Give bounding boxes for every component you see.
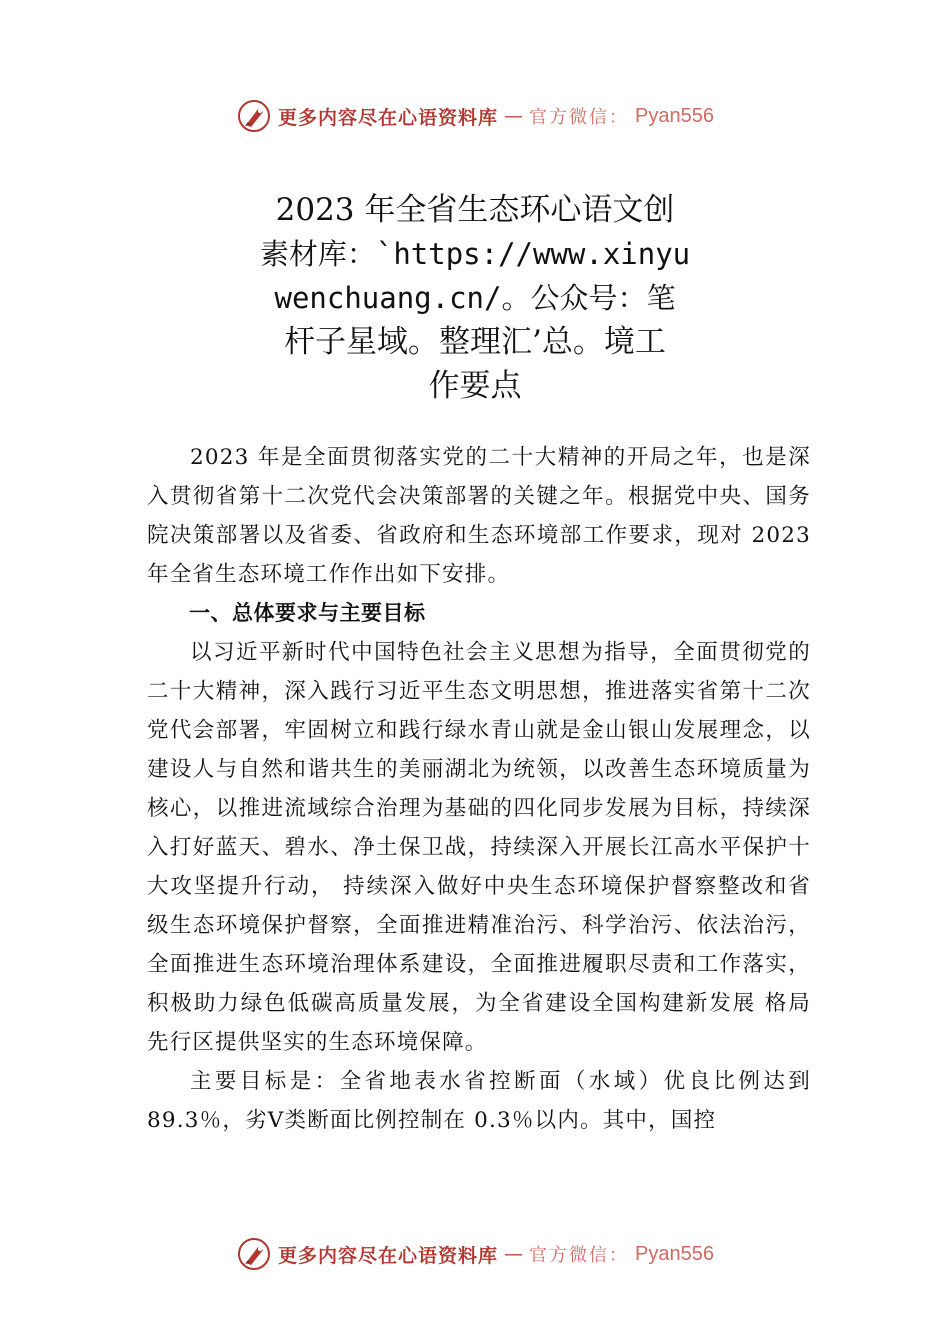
section-paragraph: 以习近平新时代中国特色社会主义思想为指导，全面贯彻党的二十大精神，深入践行习近平生态文明思想，推进落实省第十二次党代会部署，牢固树立和践行绿水青山就是金山银山发展理念，以建设人与自然和谐共生的美丽湖北为统领，以改善生态环境质量为核心，以推进流域综合治理为基础的四化同步发展为目标，持续深入打好蓝天、碧水、净土保卫战，持续深入开展长江高水平保护十大攻坚提升行动， 持续深入做好中央生态环境保护督察整改和省级生态环境保护督察，全面推进精准治污、科学治污、依法治污，全面推进生态环境治理体系建设，全面推进履职尽责和工作落实， 积极助力绿色低碳高质量发展，为全省建设全国构建新发展 格局先行区提供坚实的生态环境保障。	[147, 640, 811, 1055]
section-heading: 一、总体要求与主要目标	[189, 601, 426, 625]
title-line-3: wenchuang.cn/。公众号：笔	[274, 281, 676, 315]
watermark-contact-id: Pyan556	[635, 104, 714, 127]
watermark-separator: —	[504, 1243, 524, 1265]
title-line-1: 2023 年全省生态环心语文创	[275, 192, 675, 228]
document-title	[225, 188, 725, 408]
watermark-contact-id: Pyan556	[635, 1242, 714, 1265]
watermark-text: 更多内容尽在心语资料库	[278, 1244, 499, 1267]
watermark-separator: —	[504, 105, 524, 127]
pen-nib-icon	[236, 1236, 272, 1272]
header-watermark	[0, 96, 950, 136]
title-line-4: 杆子星域。整理汇’总。境工	[284, 324, 666, 360]
watermark-text: 更多内容尽在心语资料库	[278, 106, 499, 129]
footer-watermark	[0, 1234, 950, 1274]
targets-paragraph: 主要目标是：全省地表水省控断面（水域）优良比例达到 89.3％，劣Ⅴ类断面比例控制在 0.3％以内。其中，国控	[147, 1069, 811, 1133]
intro-paragraph: 2023 年是全面贯彻落实党的二十大精神的开局之年，也是深入贯彻省第十二次党代会决策部署的关键之年。根据党中央、国务院决策部署以及省委、省政府和生态环境部工作要求，现对 2023 年全省生态环境工作作出如下安排。	[147, 445, 811, 587]
pen-nib-icon	[236, 98, 272, 134]
watermark-contact-label: 官方微信：	[529, 1245, 630, 1266]
title-line-5: 作要点	[428, 368, 522, 404]
watermark-contact-label: 官方微信：	[529, 107, 630, 128]
title-line-2: 素材库：`https://www.xinyu	[259, 237, 691, 271]
document-body	[147, 438, 811, 1140]
